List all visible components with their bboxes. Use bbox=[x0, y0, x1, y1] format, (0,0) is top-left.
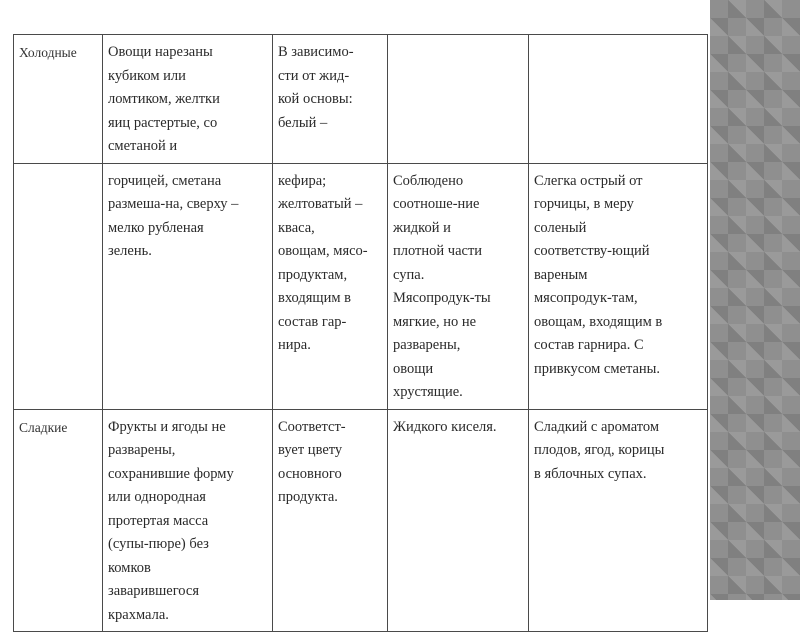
quality-table bbox=[13, 34, 708, 632]
category-cell: Сладкие bbox=[14, 409, 103, 632]
table-cell: кефира; желтоватый – кваса, овощам, мясо- продуктам, входящим в состав гар- нира. bbox=[273, 163, 388, 409]
table-cell bbox=[529, 35, 708, 164]
table-cell: Овощи нарезаны кубиком или ломтиком, желтки яиц растертые, со сметаной и bbox=[103, 35, 273, 164]
table-cell: Жидкого киселя. bbox=[388, 409, 529, 632]
table-row-cold-2 bbox=[14, 163, 708, 409]
table-row-cold-1 bbox=[14, 35, 708, 164]
table-cell: Сладкий с ароматом плодов, ягод, корицы в яблочных супах. bbox=[529, 409, 708, 632]
table-cell bbox=[388, 35, 529, 164]
table-cell: В зависимо- сти от жид- кой основы: белый – bbox=[273, 35, 388, 164]
table-cell: Соответст- вует цвету основного продукта. bbox=[273, 409, 388, 632]
table-cell: Соблюдено соотноше-ние жидкой и плотной части супа. Мясопродук-ты мягкие, но не разварены, овощи хрустящие. bbox=[388, 163, 529, 409]
decorative-side-pattern bbox=[710, 0, 800, 600]
table-cell: Слегка острый от горчицы, в меру соленый соответству-ющий вареным мясопродук-там, овощам, входящим в состав гарнира. С привкусом сметаны. bbox=[529, 163, 708, 409]
table-cell: горчицей, сметана размеша-на, сверху – мелко рубленая зелень. bbox=[103, 163, 273, 409]
table-row-sweet bbox=[14, 409, 708, 632]
table-cell: Фрукты и ягоды не разварены, сохранившие форму или однородная протертая масса (супы-пюре) без комков заварившегося крахмала. bbox=[103, 409, 273, 632]
category-cell bbox=[14, 163, 103, 409]
category-cell: Холодные bbox=[14, 35, 103, 164]
